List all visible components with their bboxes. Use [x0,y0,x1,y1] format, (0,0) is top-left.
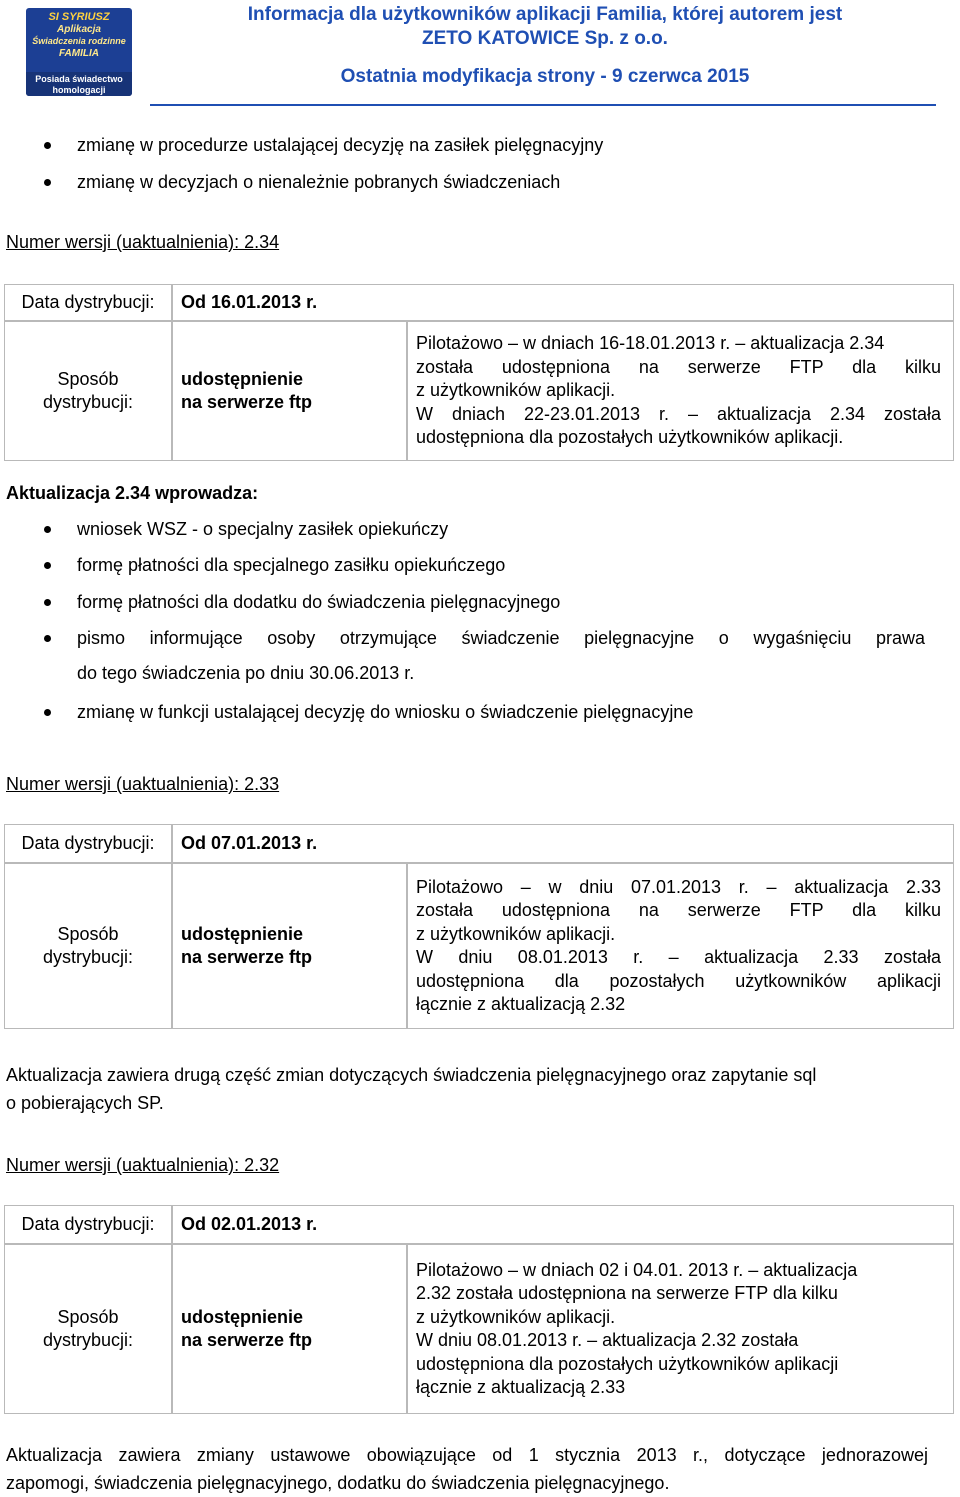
bullet-icon [44,709,51,716]
distribution-description: Pilotażowo – w dniach 02 i 04.01. 2013 r. – aktualizacja 2.32 została udostępniona na serwerze FTP dla kilku z użytkowników aplikacji. W dniu 08.01.2013 r. – aktualizacja 2.32 została udostępniona dla pozostałych użytkowników aplikacji łącznie z aktualizacją 2.33 [407,1244,954,1414]
bullet-icon [44,562,51,569]
date-label: Data dystrybucji: [4,1205,172,1244]
version-title-2-33: Numer wersji (uaktualnienia): 2.33 [6,774,280,794]
header-rule [150,104,936,106]
method-label: Sposób dystrybucji: [4,1244,172,1414]
distribution-table-2-34 [4,284,954,461]
distribution-description: Pilotażowo – w dniu 07.01.2013 r. – aktualizacja 2.33 została udostępniona na serwerze FTP dla kilku z użytkowników aplikacji. W dniu 08.01.2013 r. – aktualizacja 2.33 została udostępniona dla pozostałych użytkowników aplikacji łącznie z aktualizacją 2.32 [407,863,954,1029]
method-label: Sposób dystrybucji: [4,863,172,1029]
bullet-icon [44,599,51,606]
date-label: Data dystrybucji: [4,824,172,863]
header-last-modified: Ostatnia modyfikacja strony - 9 czerwca 2015 [340,66,750,87]
date-value: Od 16.01.2013 r. [172,284,954,321]
distribution-table-2-33 [4,824,954,1029]
distribution-description: Pilotażowo – w dniach 16-18.01.2013 r. – aktualizacja 2.34 została udostępniona na serwerze FTP dla kilku z użytkowników aplikacji. W dniach 22-23.01.2013 r. – aktualizacja 2.34 została udostępniona dla pozostałych użytkowników aplikacji. [407,321,954,461]
distribution-table-2-32 [4,1205,954,1414]
page-header [0,0,960,108]
bullet-icon [44,526,51,533]
header-company: ZETO KATOWICE Sp. z o.o. [422,28,668,49]
bullet-icon [44,142,51,149]
bullet-icon [44,635,51,642]
update-intro: Aktualizacja 2.34 wprowadza: [6,483,259,503]
method-label: Sposób dystrybucji: [4,321,172,461]
version-title-2-32: Numer wersji (uaktualnienia): 2.32 [6,1155,280,1175]
method-value: udostępnienie na serwerze ftp [172,321,407,461]
date-value: Od 07.01.2013 r. [172,824,954,863]
method-value: udostępnienie na serwerze ftp [172,1244,407,1414]
date-label: Data dystrybucji: [4,284,172,321]
update-note-2-33: Aktualizacja zawiera drugą część zmian dotyczących świadczenia pielęgnacyjnego oraz zapytanie sql o pobierających SP. [6,1065,817,1113]
familia-logo: SI SYRIUSZ Aplikacja Świadczenia rodzinne FAMILIA Posiada świadectwo homologacji [26,8,132,96]
version-title-2-34: Numer wersji (uaktualnienia): 2.34 [6,232,280,252]
list-item-continuation: do tego świadczenia po dniu 30.06.2013 r. [77,663,415,683]
bullet-icon [44,179,51,186]
update-note-2-32: Aktualizacja zawiera zmiany ustawowe obowiązujące od 1 stycznia 2013 r., dotyczące jednorazowej zapomogi, świadczenia pielęgnacyjnego, dodatku do świadczenia pielęgnacyjnego. [6,1445,928,1493]
header-info-line: Informacja dla użytkowników aplikacji Familia, której autorem jest [247,4,843,25]
date-value: Od 02.01.2013 r. [172,1205,954,1244]
method-value: udostępnienie na serwerze ftp [172,863,407,1029]
